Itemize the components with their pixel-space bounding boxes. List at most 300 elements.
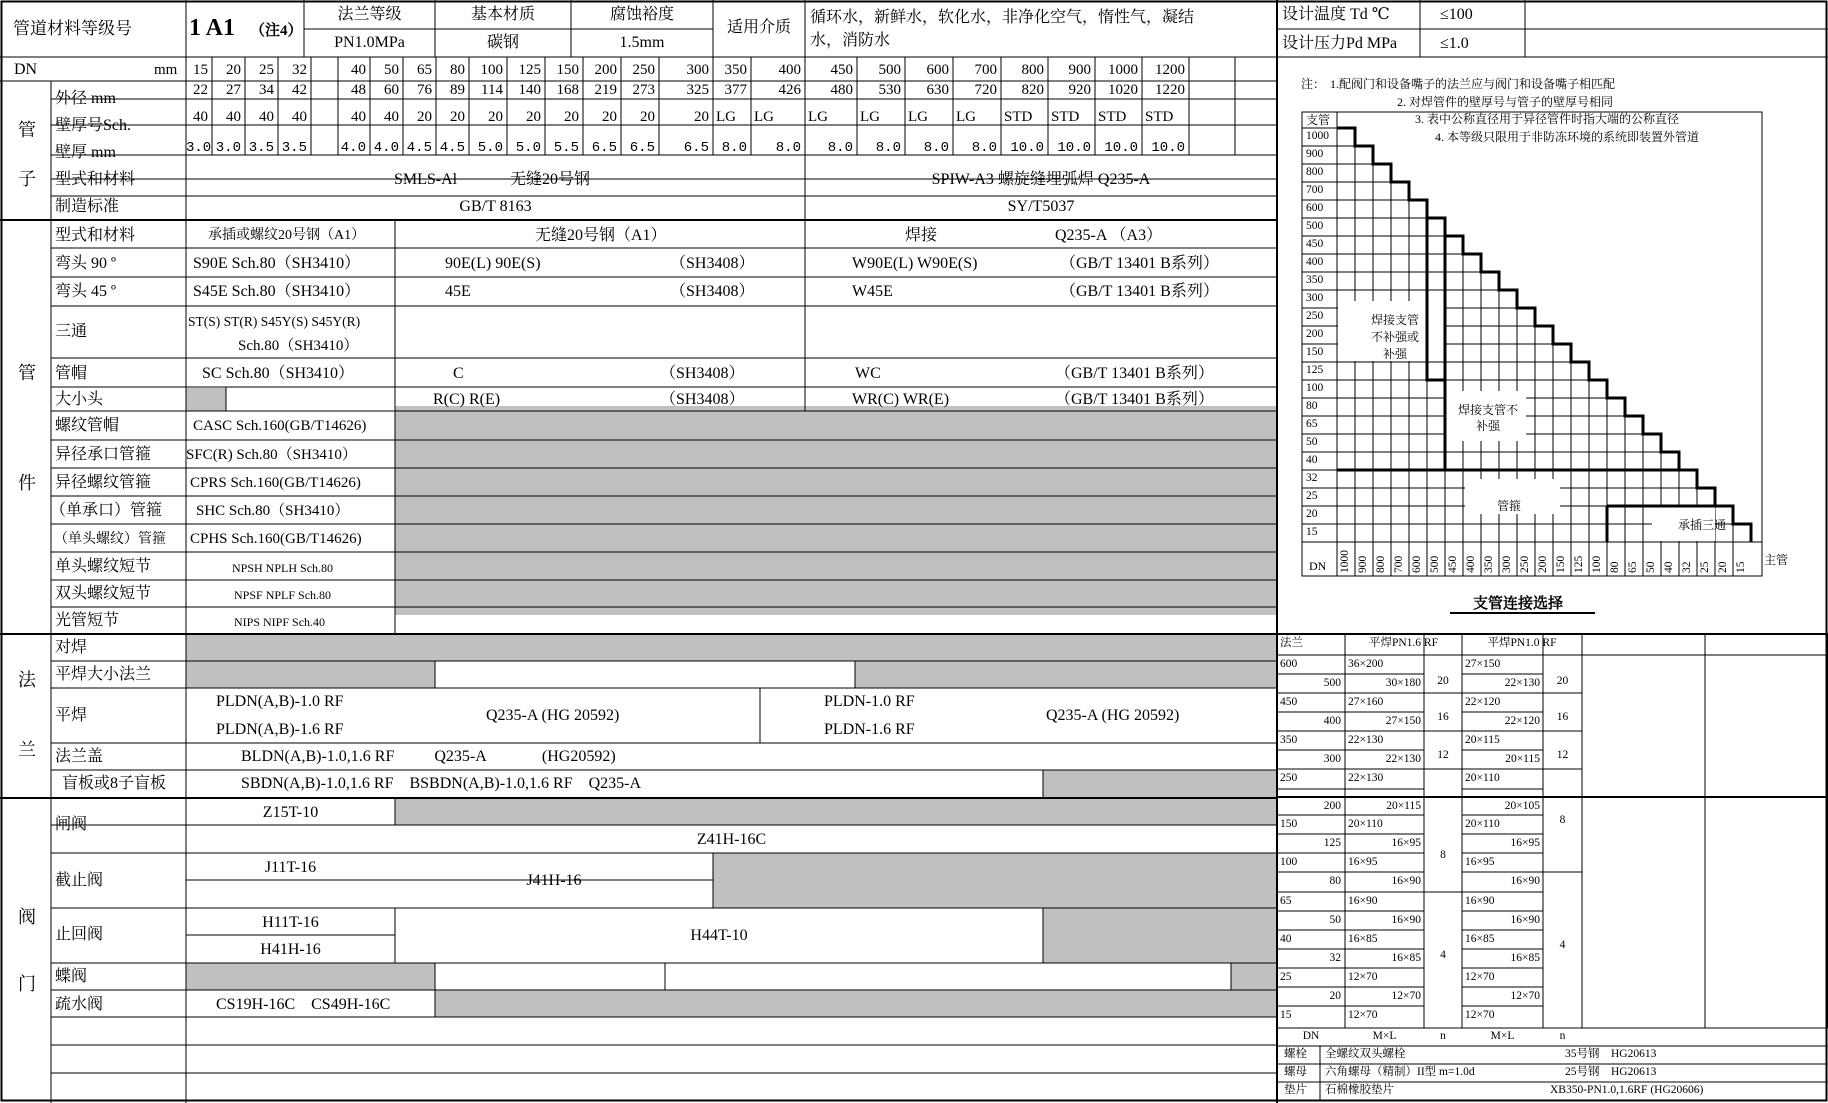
tee-a1: ST(S) ST(R) S45Y(S) S45Y(R): [188, 314, 361, 329]
sch-value-17: LG: [860, 109, 880, 125]
bolt-row-pn10: 16×95: [1465, 856, 1495, 868]
bolt-row-pn16: 27×150: [1385, 715, 1421, 727]
dn-value-9: 125: [518, 62, 541, 78]
chart-x-label: 600: [1411, 555, 1423, 573]
bolt-row-pn16: 16×95: [1391, 837, 1421, 849]
od-value-2: 34: [259, 82, 274, 98]
dn-value-14: 350: [724, 62, 747, 78]
single-socket-label: （单承口）管箍: [50, 502, 163, 519]
sch-value-9: 20: [526, 109, 541, 125]
pressure-label: 设计压力Pd MPa: [1282, 35, 1398, 52]
nut-label: 螺母: [1284, 1066, 1307, 1078]
elbow45-a: S45E Sch.80（SH3410）: [193, 283, 361, 300]
dn-value-12: 250: [632, 62, 655, 78]
dn-value-0: 15: [193, 62, 208, 78]
dn-value-3: 32: [292, 62, 307, 78]
chart-y-label: 20: [1306, 508, 1318, 520]
note-3: 3. 表中公称直径用于异径管件时指大端的公称直径: [1415, 112, 1680, 126]
reducer-c: （SH3408）: [660, 391, 745, 408]
bolt-row-pn10: 16×90: [1510, 875, 1540, 887]
temp-label: 设计温度 Td ℃: [1282, 6, 1390, 23]
sch-value-10: 20: [564, 109, 579, 125]
wt-label: 壁厚 mm: [55, 144, 116, 161]
sch-value-16: LG: [808, 109, 828, 125]
dn-value-21: 900: [1068, 62, 1091, 78]
pipe-std-right: SY/T5037: [1007, 198, 1075, 215]
slip-b: Q235-A (HG 20592): [486, 707, 620, 724]
gate-a: Z15T-10: [262, 804, 319, 821]
slip-c1: PLDN-1.0 RF: [824, 693, 915, 710]
od-value-19: 720: [974, 82, 997, 98]
bolt-row-pn16: 20×115: [1386, 800, 1421, 812]
fittings-category-1: 管: [18, 363, 36, 383]
dn-value-2: 25: [259, 62, 274, 78]
flanges-category-2: 兰: [18, 740, 36, 760]
bolt-row-dn: 80: [1329, 875, 1341, 887]
cap-d: WC: [855, 365, 881, 382]
bolt-row-pn10: 20×105: [1504, 800, 1540, 812]
od-value-20: 820: [1021, 82, 1044, 98]
nut-desc: 六角螺母（精制）II型 m=1.0d: [1325, 1066, 1475, 1078]
sch-value-20: STD: [1004, 109, 1033, 125]
chart-y-label: 700: [1306, 184, 1324, 196]
fit-type-a: 承插或螺纹20号钢（A1）: [208, 228, 366, 243]
medium-label: 适用介质: [726, 19, 791, 36]
elbow45-b: 45E: [445, 283, 471, 300]
thread-red-label: 异径螺纹管箍: [55, 474, 152, 491]
bolt-row-dn: 100: [1280, 856, 1298, 868]
check-c: H44T-10: [690, 927, 748, 944]
od-value-1: 27: [226, 82, 241, 98]
zone1-line3: 补强: [1382, 347, 1407, 361]
wt-value-8: 5.0: [477, 140, 503, 156]
reducer-e: （GB/T 13401 B系列）: [1055, 391, 1214, 408]
bolt-row-dn: 50: [1329, 914, 1341, 926]
sch-value-13: 20: [694, 109, 709, 125]
chart-x-label: 32: [1681, 561, 1693, 573]
chart-x-label: 700: [1393, 555, 1405, 573]
sch-value-5: 40: [384, 109, 399, 125]
blind-label: 法兰盖: [55, 748, 104, 765]
medium-line2: 水，消防水: [810, 32, 891, 49]
fit-type-b: 无缝20号钢（A1）: [535, 227, 667, 244]
chart-x-label: 65: [1627, 561, 1639, 573]
od-value-4: 48: [351, 82, 366, 98]
bolt-row-pn16: 16×85: [1348, 933, 1378, 945]
bolt-row-pn16: 16×85: [1391, 952, 1421, 964]
fit-type-d: Q235-A （A3）: [1055, 227, 1163, 244]
sch-value-14: LG: [716, 109, 736, 125]
dn-value-1: 20: [226, 62, 241, 78]
sch-value-6: 20: [417, 109, 432, 125]
pipe-std-label: 制造标准: [55, 198, 120, 215]
chart-y-label: 50: [1306, 436, 1318, 448]
bolt-h-pn10: 平焊PN1.0 RF: [1487, 637, 1557, 649]
bolt-label: 螺栓: [1284, 1048, 1307, 1060]
chart-y-label: 500: [1306, 220, 1324, 232]
bolt-row-pn10: 27×150: [1465, 658, 1501, 670]
wt-value-14: 8.0: [721, 140, 747, 156]
gate-label: 闸阀: [55, 816, 88, 833]
gasket-desc: 石棉橡胶垫片: [1325, 1084, 1394, 1096]
elbow45-d: W45E: [852, 283, 893, 300]
sch-value-11: 20: [602, 109, 617, 125]
chart-x-label: 500: [1429, 555, 1441, 573]
wt-value-5: 4.0: [373, 140, 399, 156]
bolt-mat: 35号钢 HG20613: [1565, 1048, 1657, 1060]
dn-value-22: 1000: [1108, 62, 1138, 78]
bolt-n-left: 4: [1440, 949, 1446, 961]
zone1-line1: 焊接支管: [1370, 313, 1419, 327]
dn-value-19: 700: [974, 62, 997, 78]
valves-category-2: 门: [18, 974, 36, 994]
thread-cap: CASC Sch.160(GB/T14626): [193, 418, 367, 434]
bolt-row-pn16: 12×70: [1348, 971, 1378, 983]
sch-value-7: 20: [450, 109, 465, 125]
globe-label: 截止阀: [55, 872, 104, 889]
bolt-row-dn: 15: [1280, 1009, 1292, 1021]
sch-value-4: 40: [351, 109, 366, 125]
chart-x-label: 1000: [1339, 550, 1351, 573]
pipe-std-left: GB/T 8163: [459, 198, 532, 215]
valves-category-1: 阀: [18, 907, 36, 927]
chart-y-label: 200: [1306, 328, 1324, 340]
chart-y-label: 80: [1306, 400, 1318, 412]
spec-blind-label: 盲板或8子盲板: [62, 775, 167, 792]
wt-value-13: 6.5: [683, 140, 709, 156]
bolt-row-dn: 65: [1280, 895, 1292, 907]
tee-a2: Sch.80（SH3410）: [238, 338, 359, 354]
bolt-h-pn16: 平焊PN1.6 RF: [1368, 637, 1439, 649]
bolt-foot-n-2: n: [1559, 1030, 1566, 1042]
dn-value-13: 300: [686, 62, 709, 78]
zone2-line2: 补强: [1475, 419, 1500, 433]
butterfly-label: 蝶阀: [55, 968, 88, 985]
dn-value-6: 65: [417, 62, 432, 78]
nip-single: NPSH NPLH Sch.80: [232, 561, 334, 575]
chart-y-label: 1000: [1306, 130, 1329, 142]
chart-x-label: 50: [1645, 561, 1657, 573]
thread-red: CPRS Sch.160(GB/T14626): [190, 475, 361, 491]
class-note: （注4）: [250, 23, 303, 39]
note-1: 1.配阀门和设备嘴子的法兰应与阀门和设备嘴子相匹配: [1330, 77, 1616, 91]
od-value-12: 273: [632, 82, 655, 98]
dn-value-4: 40: [351, 62, 366, 78]
bolt-row-dn: 400: [1323, 715, 1341, 727]
note-2: 2. 对焊管件的壁厚号与管子的壁厚号相同: [1397, 95, 1614, 109]
wt-value-21: 10.0: [1057, 140, 1091, 156]
bolt-row-pn16: 30×180: [1385, 677, 1421, 689]
bolt-row-pn10: 20×110: [1465, 818, 1500, 830]
sch-value-8: 20: [488, 109, 503, 125]
wt-value-7: 4.5: [439, 140, 465, 156]
sch-value-23: STD: [1145, 109, 1174, 125]
chart-y-label: 150: [1306, 346, 1324, 358]
bolt-row-dn: 25: [1280, 971, 1292, 983]
bolt-row-dn: 300: [1323, 753, 1341, 765]
sch-value-2: 40: [259, 109, 274, 125]
spec-blind-value: SBDN(A,B)-1.0,1.6 RF BSBDN(A,B)-1.0,1.6 RF Q235-A: [241, 775, 642, 792]
bolt-row-pn16: 12×70: [1348, 1009, 1378, 1021]
bolt-row-dn: 500: [1323, 677, 1341, 689]
od-value-10: 168: [556, 82, 579, 98]
chart-x-label: 300: [1501, 555, 1513, 573]
sch-value-21: STD: [1051, 109, 1080, 125]
od-value-18: 630: [926, 82, 949, 98]
sch-value-22: STD: [1098, 109, 1127, 125]
sch-value-1: 40: [226, 109, 241, 125]
bolt-row-pn16: 20×110: [1348, 818, 1383, 830]
elbow90-a: S90E Sch.80（SH3410）: [193, 255, 361, 272]
cap-e: （GB/T 13401 B系列）: [1055, 365, 1214, 382]
wt-value-12: 6.5: [629, 140, 655, 156]
chart-x-label: 125: [1573, 555, 1585, 573]
dn-value-23: 1200: [1155, 62, 1185, 78]
chart-x-label: 250: [1519, 555, 1531, 573]
base-material-value: 碳钢: [486, 34, 519, 51]
slip-label: 平焊: [55, 707, 88, 724]
bolt-row-pn16: 22×130: [1385, 753, 1421, 765]
chart-x-label: 15: [1735, 561, 1747, 573]
wt-value-16: 8.0: [827, 140, 853, 156]
branch-label: 支管: [1306, 113, 1331, 127]
sch-value-0: 40: [193, 109, 208, 125]
bolt-row-pn10: 20×110: [1465, 772, 1500, 784]
chart-y-label: 400: [1306, 256, 1324, 268]
tee-label: 三通: [55, 323, 88, 340]
bolt-row-pn16: 16×90: [1391, 914, 1421, 926]
chart-x-label: 200: [1537, 555, 1549, 573]
wt-value-23: 10.0: [1151, 140, 1185, 156]
chart-y-label: 300: [1306, 292, 1324, 304]
pipe-type-left-b: 无缝20号钢: [510, 171, 591, 188]
wt-value-1: 3.0: [215, 140, 241, 156]
single-thread-label: （单头螺纹）管箍: [54, 532, 166, 547]
dn-value-16: 450: [830, 62, 853, 78]
chart-y-label: 900: [1306, 148, 1324, 160]
chart-x-label: 800: [1375, 555, 1387, 573]
bolt-row-pn16: 12×70: [1391, 990, 1421, 1002]
od-value-21: 920: [1068, 82, 1091, 98]
reducer-d: WR(C) WR(E): [852, 391, 950, 408]
corrosion-label: 腐蚀裕度: [609, 6, 674, 23]
wt-value-22: 10.0: [1104, 140, 1138, 156]
bolt-row-dn: 20: [1329, 990, 1341, 1002]
bolt-row-dn: 200: [1323, 800, 1341, 812]
thread-cap-label: 螺纹管帽: [55, 417, 120, 434]
bolt-row-pn16: 22×130: [1348, 772, 1384, 784]
cap-a: SC Sch.80（SH3410）: [202, 365, 355, 382]
bolt-row-dn: 150: [1280, 818, 1298, 830]
bolt-row-pn16: 27×160: [1348, 696, 1384, 708]
bolt-n-left: 20: [1437, 675, 1449, 687]
elbow90-e: （GB/T 13401 B系列）: [1060, 255, 1219, 272]
gasket-mat: XB350-PN1.0,1.6RF (HG20606): [1550, 1084, 1704, 1096]
od-label: 外径 mm: [55, 90, 116, 107]
fit-type-c: 焊接: [905, 227, 938, 244]
bolt-row-pn10: 12×70: [1465, 1009, 1495, 1021]
wt-value-18: 8.0: [923, 140, 949, 156]
od-value-16: 480: [830, 82, 853, 98]
chart-x-label: 150: [1555, 555, 1567, 573]
bolt-n-left: 16: [1437, 711, 1449, 723]
chart-y-label: 450: [1306, 238, 1324, 250]
check-label: 止回阀: [55, 926, 104, 943]
chart-y-label: 32: [1306, 472, 1318, 484]
nip-double: NPSF NPLF Sch.80: [234, 588, 332, 602]
zone1-line2: 不补强或: [1370, 330, 1419, 344]
od-value-3: 42: [292, 82, 307, 98]
nip-plain-label: 光管短节: [55, 612, 120, 629]
chart-y-label: 125: [1306, 364, 1324, 376]
bolt-n-right: 20: [1556, 675, 1569, 687]
temp-value: ≤100: [1440, 6, 1473, 23]
bolt-n-left: 8: [1440, 849, 1446, 861]
dn-value-15: 400: [778, 62, 801, 78]
chart-y-label: 800: [1306, 166, 1324, 178]
dn-value-17: 500: [878, 62, 901, 78]
zone4: 承插三通: [1678, 518, 1727, 532]
chart-y-label: 600: [1306, 202, 1324, 214]
od-value-22: 1020: [1108, 82, 1138, 98]
fit-type-label: 型式和材料: [55, 227, 136, 244]
dn-value-7: 80: [450, 62, 465, 78]
sch-value-3: 40: [292, 109, 307, 125]
bolt-foot-ml-2: M×L: [1490, 1030, 1515, 1042]
bolt-row-pn16: 16×90: [1391, 875, 1421, 887]
nip-double-label: 双头螺纹短节: [55, 585, 152, 602]
check-b: H41H-16: [260, 941, 321, 958]
dn-value-11: 200: [594, 62, 617, 78]
wt-value-17: 8.0: [875, 140, 901, 156]
sch-value-12: 20: [640, 109, 655, 125]
nip-plain: NIPS NIPF Sch.40: [234, 615, 326, 629]
bolt-desc: 全螺纹双头螺栓: [1325, 1048, 1406, 1060]
od-value-17: 530: [878, 82, 901, 98]
od-value-0: 22: [193, 82, 208, 98]
chart-x-label: 80: [1609, 561, 1621, 573]
bolt-row-dn: 40: [1280, 933, 1292, 945]
dn-value-20: 800: [1021, 62, 1044, 78]
bolt-row-pn16: 16×90: [1348, 895, 1378, 907]
od-value-5: 60: [384, 82, 399, 98]
chart-x-label: 25: [1699, 561, 1711, 573]
chart-x-label: 40: [1663, 561, 1675, 573]
od-value-23: 1220: [1155, 82, 1185, 98]
single-socket: SHC Sch.80（SH3410）: [196, 503, 350, 519]
bolt-foot-n-1: n: [1440, 1030, 1446, 1042]
red-flange-label: 平焊大小法兰: [55, 666, 152, 683]
sch-value-15: LG: [754, 109, 774, 125]
bolt-n-right: 4: [1559, 939, 1566, 951]
bolt-n-right: 12: [1556, 749, 1569, 761]
reducer-label: 大小头: [55, 391, 104, 408]
flange-rating-label: 法兰等级: [337, 6, 402, 23]
globe-a: J11T-16: [264, 859, 317, 876]
bolt-row-dn: 125: [1323, 837, 1341, 849]
wt-value-3: 3.5: [281, 140, 307, 156]
sch-value-18: LG: [908, 109, 928, 125]
od-value-6: 76: [417, 82, 432, 98]
pipe-type-label: 型式和材料: [55, 171, 136, 188]
zone3: 管箍: [1497, 499, 1522, 513]
wt-value-9: 5.0: [515, 140, 541, 156]
bolt-row-pn10: 20×115: [1505, 753, 1540, 765]
cap-b: C: [453, 365, 464, 382]
wt-value-15: 8.0: [775, 140, 801, 156]
pipe-type-right: SPIW-A3 螺旋缝埋弧焊 Q235-A: [931, 171, 1151, 188]
dn-value-10: 150: [556, 62, 579, 78]
bolt-row-dn: 600: [1280, 658, 1298, 670]
flanges-category-1: 法: [18, 670, 36, 690]
pipe-type-left-a: SMLS-Al: [394, 171, 458, 188]
chart-y-label: 250: [1306, 310, 1324, 322]
od-value-8: 114: [481, 82, 503, 98]
elbow90-d: W90E(L) W90E(S): [852, 255, 978, 272]
bolt-row-pn10: 20×115: [1465, 734, 1500, 746]
dn-value-8: 100: [480, 62, 503, 78]
bolt-row-pn10: 22×130: [1504, 677, 1540, 689]
flange-rating-value: PN1.0MPa: [334, 34, 405, 51]
slip-d: Q235-A (HG 20592): [1046, 707, 1180, 724]
chart-x-label: 350: [1483, 555, 1495, 573]
chart-y-label: 350: [1306, 274, 1324, 286]
dn-label: DN: [14, 61, 38, 78]
elbow45-label: 弯头 45 º: [55, 283, 116, 300]
wt-value-0: 3.0: [186, 140, 212, 156]
sch-label: 壁厚号Sch.: [55, 117, 132, 134]
wt-value-4: 4.0: [340, 140, 366, 156]
medium-line1: 循环水，新鲜水，软化水，非净化空气，惰性气，凝结: [810, 9, 1195, 26]
wt-value-19: 8.0: [971, 140, 997, 156]
chart-title: 支管连接选择: [1473, 596, 1564, 612]
wt-value-6: 4.5: [406, 140, 432, 156]
bolt-row-dn: 450: [1280, 696, 1298, 708]
corrosion-value: 1.5mm: [619, 34, 665, 51]
chart-y-label: 40: [1306, 454, 1318, 466]
od-value-9: 140: [518, 82, 541, 98]
bolt-row-pn10: 16×95: [1510, 837, 1540, 849]
chart-x-label: 100: [1591, 555, 1603, 573]
bolt-row-pn16: 36×200: [1348, 658, 1384, 670]
bolt-row-pn10: 12×70: [1510, 990, 1540, 1002]
chart-x-label: 400: [1465, 555, 1477, 573]
bolt-row-pn16: 22×130: [1348, 734, 1384, 746]
chart-x-label: 20: [1717, 561, 1729, 573]
wt-value-11: 6.5: [591, 140, 617, 156]
bolt-row-pn10: 12×70: [1465, 971, 1495, 983]
bolt-row-dn: 32: [1329, 952, 1341, 964]
trap-value: CS19H-16C CS49H-16C: [216, 996, 391, 1013]
bolt-n-right: 8: [1559, 814, 1566, 826]
chart-y-label: 100: [1306, 382, 1324, 394]
od-value-13: 325: [686, 82, 709, 98]
od-value-7: 89: [450, 82, 465, 98]
bolt-row-pn10: 16×90: [1510, 914, 1540, 926]
bolt-row-pn16: 16×95: [1348, 856, 1378, 868]
bolt-foot-dn: DN: [1302, 1030, 1320, 1042]
elbow90-c: （SH3408）: [670, 255, 755, 272]
od-value-14: 377: [724, 82, 747, 98]
wt-value-2: 3.5: [248, 140, 274, 156]
chart-y-label: 15: [1306, 526, 1318, 538]
bolt-row-dn: 350: [1280, 734, 1298, 746]
gasket-label: 垫片: [1284, 1084, 1307, 1096]
note-4: 4. 本等级只限用于非防冻环境的系统即装置外管道: [1435, 130, 1700, 144]
nip-single-label: 单头螺纹短节: [55, 558, 152, 575]
bolt-row-pn10: 16×90: [1465, 895, 1495, 907]
chart-y-label: 65: [1306, 418, 1318, 430]
